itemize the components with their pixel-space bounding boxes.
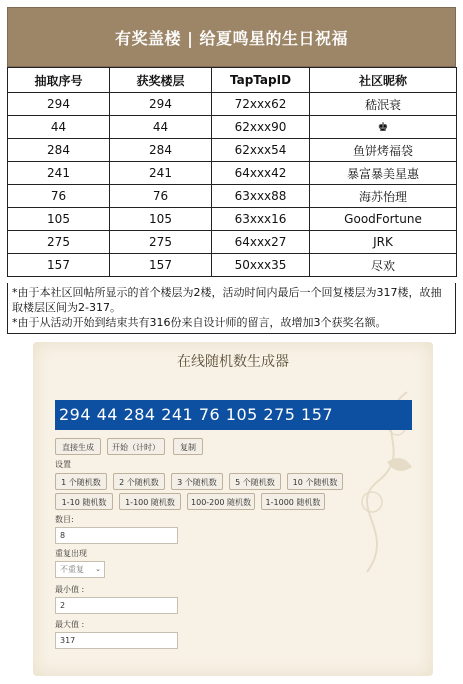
cell-draw-number: 44	[8, 116, 110, 139]
start-timer-button[interactable]: 开始（计时）	[107, 438, 165, 455]
cell-taptap-id: 62xxx90	[212, 116, 310, 139]
cell-winning-floor: 241	[110, 162, 212, 185]
repeat-label: 重复出现	[55, 549, 87, 558]
cell-taptap-id: 50xxx35	[212, 254, 310, 277]
table-row	[8, 185, 457, 208]
preset-5-numbers-button[interactable]: 5 个随机数	[229, 473, 281, 490]
table-row	[8, 162, 457, 185]
generator-title: 在线随机数生成器	[177, 354, 289, 370]
cell-draw-number: 157	[8, 254, 110, 277]
repeat-select[interactable]	[55, 561, 105, 578]
header-winning-floor: 获奖楼层	[110, 68, 212, 93]
range-1-10-button[interactable]: 1-10 随机数	[55, 493, 113, 510]
header-nickname: 社区昵称	[310, 68, 457, 93]
range-100-200-button[interactable]: 100-200 随机数	[187, 493, 255, 510]
repeat-select-value: 不重复	[60, 565, 84, 574]
announcement-banner	[7, 7, 456, 67]
range-1-1000-button[interactable]: 1-1000 随机数	[261, 493, 325, 510]
footnotes	[7, 283, 456, 334]
cell-nickname: 尽欢	[310, 254, 457, 277]
cell-draw-number: 284	[8, 139, 110, 162]
cell-draw-number: 294	[8, 93, 110, 116]
cell-nickname: 嵇泯衰	[310, 93, 457, 116]
count-input[interactable]: 8	[55, 527, 178, 544]
cell-nickname: 暴富暴美星惠	[310, 162, 457, 185]
table-row	[8, 254, 457, 277]
cell-winning-floor: 76	[110, 185, 212, 208]
header-draw-number: 抽取序号	[8, 68, 110, 93]
cell-nickname: 海苏怡理	[310, 185, 457, 208]
cell-taptap-id: 62xxx54	[212, 139, 310, 162]
cell-draw-number: 76	[8, 185, 110, 208]
cell-nickname: GoodFortune	[310, 208, 457, 231]
cell-taptap-id: 63xxx88	[212, 185, 310, 208]
table-row	[8, 231, 457, 254]
footnote-extra-winners: *由于从活动开始到结束共有316份来自设计师的留言，故增加3个获奖名额。	[12, 316, 387, 329]
preset-2-numbers-button[interactable]: 2 个随机数	[113, 473, 165, 490]
direct-generate-button[interactable]: 直接生成	[55, 438, 101, 455]
preset-1-number-button[interactable]: 1 个随机数	[55, 473, 107, 490]
footnote-floor-range: *由于本社区回帖所显示的首个楼层为2楼，活动时间内最后一个回复楼层为317楼，故抽取楼层区间为2-317。	[12, 286, 442, 314]
cell-nickname: 鱼饼烤福袋	[310, 139, 457, 162]
cell-taptap-id: 72xxx62	[212, 93, 310, 116]
cell-taptap-id: 64xxx27	[212, 231, 310, 254]
cell-nickname: JRK	[310, 231, 457, 254]
cell-winning-floor: 284	[110, 139, 212, 162]
cell-winning-floor: 105	[110, 208, 212, 231]
cell-nickname: ♚	[310, 116, 457, 139]
cell-taptap-id: 64xxx42	[212, 162, 310, 185]
chevron-down-icon: ⌄	[95, 565, 101, 573]
table-row	[8, 93, 457, 116]
preset-10-numbers-button[interactable]: 10 个随机数	[287, 473, 343, 490]
preset-3-numbers-button[interactable]: 3 个随机数	[171, 473, 223, 490]
winners-table	[7, 67, 457, 277]
cell-winning-floor: 44	[110, 116, 212, 139]
min-label: 最小值 :	[55, 585, 85, 594]
random-number-generator-panel	[33, 342, 433, 676]
cell-draw-number: 241	[8, 162, 110, 185]
copy-button[interactable]: 复制	[173, 438, 203, 455]
cell-winning-floor: 294	[110, 93, 212, 116]
table-row	[8, 116, 457, 139]
cell-draw-number: 105	[8, 208, 110, 231]
table-header-row	[8, 68, 457, 93]
cell-winning-floor: 157	[110, 254, 212, 277]
header-taptap-id: TapTapID	[212, 68, 310, 93]
result-display: 294 44 284 241 76 105 275 157	[55, 400, 412, 430]
count-label: 数目:	[55, 515, 74, 524]
cell-winning-floor: 275	[110, 231, 212, 254]
table-row	[8, 139, 457, 162]
settings-label: 设置	[55, 460, 71, 469]
banner-title: 有奖盖楼 | 给夏鸣星的生日祝福	[115, 28, 348, 48]
cell-draw-number: 275	[8, 231, 110, 254]
range-1-100-button[interactable]: 1-100 随机数	[119, 493, 181, 510]
cell-taptap-id: 63xxx16	[212, 208, 310, 231]
min-value-input[interactable]: 2	[55, 597, 178, 614]
table-row	[8, 208, 457, 231]
max-label: 最大值 :	[55, 620, 85, 629]
max-value-input[interactable]: 317	[55, 632, 178, 649]
